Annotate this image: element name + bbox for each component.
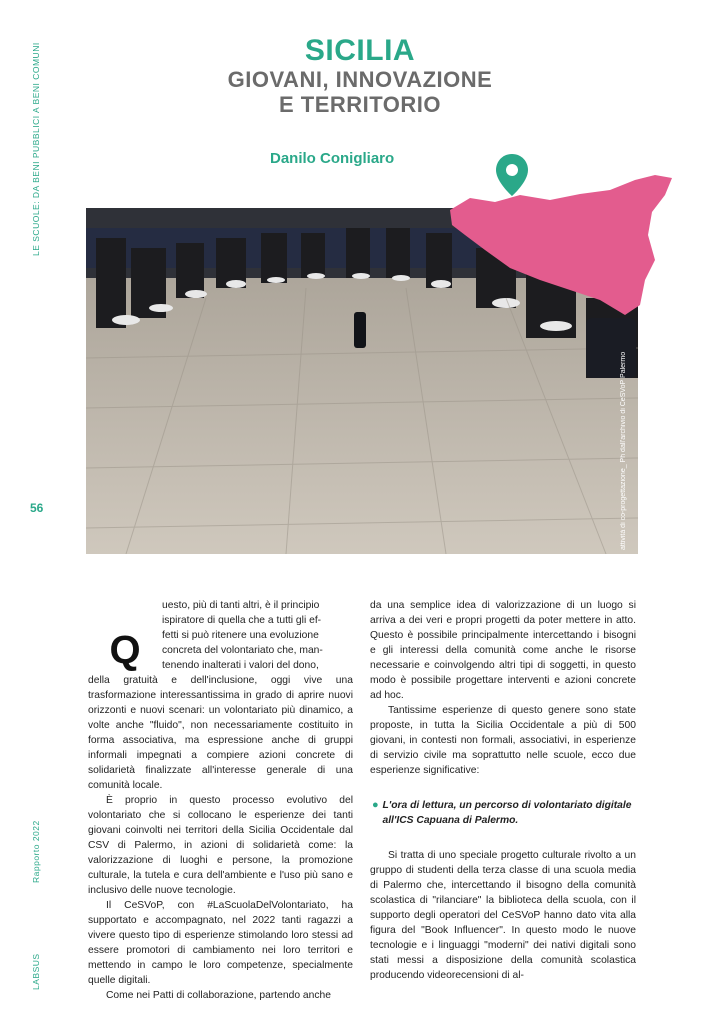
- publisher-label: LABSUS: [31, 953, 41, 990]
- page-title: SICILIA: [304, 34, 416, 67]
- photo-credit: attività di co-progettazione_ Ph dall'archivio di CeSVoP Palermo: [620, 351, 627, 550]
- paragraph-6: Tantissime esperienze di questo genere sono state proposte, in tutta la Sicilia Occidentale a più di 500 giovani, in contesti non formali, associativi, in esperienze di servizio civile ma soprattutto nelle scuole, ecco due esperienze significative:: [370, 705, 636, 776]
- page-number: 56: [30, 501, 44, 515]
- intro-line: concreta del volontariato che, man-: [162, 645, 323, 656]
- bullet-text: L'ora di lettura, un percorso di volontariato digitale all'ICS Capuana di Palermo.: [382, 800, 632, 826]
- article-column-right: [370, 598, 636, 983]
- intro-line: ispiratore di quella che a tutti gli ef-: [162, 615, 322, 626]
- paragraph-3: Il CeSVoP, con #LaScuolaDelVolontariato, ha supportato e accompagnato, nel 2022 tanti ragazzi a vivere questo tipo di esperienze stimolando loro stessi ad essere promotori di cambiamento nei loro territori e mettendo in campo le loro competenze, specialmente quelle digitali.: [88, 900, 353, 986]
- intro-paragraph: [88, 598, 353, 673]
- page-subtitle-line2: E TERRITORIO: [278, 92, 442, 117]
- paragraph-5: da una semplice idea di valorizzazione di un luogo si arriva a dei veri e propri progetti da poter mettere in atto. Questo è possibile principalmente intercettando i bisogni e gli interessi della comunità come anche le risorse necessarie e coinvolgendo altri tipi di soggetti, in questo modo è possibile progettare interventi e azioni concrete ad hoc.: [370, 600, 636, 701]
- paragraph-7: Si tratta di uno speciale progetto culturale rivolto a un gruppo di studenti della terza classe di una scuola media di Palermo che, intercettando il bisogno della comunità scolastica di "rilanciare" la biblioteca della scuola, con il supporto degli operatori del CeSVoP hanno dato vita alla figura del "Book Influencer". In questo modo le nuove tecnologie e i linguaggi "moderni" dei nativi digitali sono stati messi a disposizione della comunità scolastica producendo videorecensioni di al-: [370, 850, 636, 981]
- series-title: LE SCUOLE: DA BENI PUBBLICI A BENI COMUNI: [31, 42, 41, 256]
- paragraph-2: È proprio in questo processo evolutivo del volontariato che si collocano le esperienze dei tanti giovani coinvolti nei territori della Sicilia Occidentale dal CSV di Palermo, in azioni di solidarietà come: la valorizzazione di luoghi e persone, la promozione culturale, la tutela e cura dell'ambiente e l'uso più sano e inclusivo delle nuove tecnologie.: [88, 795, 353, 896]
- article-column-left: [88, 598, 353, 1003]
- bullet-dot-icon: ●: [372, 799, 379, 811]
- dropcap-letter: Q: [109, 628, 141, 672]
- dropcap-lines: [162, 598, 353, 673]
- paragraph-1-rest: della gratuità e dell'inclusione, oggi vive una trasformazione interessantissima in grado di aprire nuovi orizzonti e nuovi scenari: un volontariato più dinamico, a volte anche "fluido", non necessariamente costituito in forma associativa, ma espressione anche di gruppi informali impegnati a compiere azioni concrete di solidarietà finalizzate all'interesse generale di una comunità locale.: [88, 675, 353, 791]
- sicily-map: [440, 150, 680, 330]
- location-pin-icon: [496, 154, 528, 196]
- page-subtitle-line1: GIOVANI, INNOVAZIONE: [227, 67, 493, 92]
- intro-line: tenendo inalterati i valori del dono,: [162, 660, 319, 671]
- footer-sidebar: [31, 820, 49, 990]
- title-block: [160, 36, 560, 116]
- bullet-item: [370, 798, 636, 828]
- report-label: Rapporto 2022: [31, 820, 41, 883]
- intro-line: fetti si può ritenere una evoluzione: [162, 630, 319, 641]
- intro-line: uesto, più di tanti altri, è il principio: [162, 600, 320, 611]
- paragraph-4: Come nei Patti di collaborazione, partendo anche: [106, 990, 331, 1001]
- author-name: Danilo Conigliaro: [270, 150, 395, 167]
